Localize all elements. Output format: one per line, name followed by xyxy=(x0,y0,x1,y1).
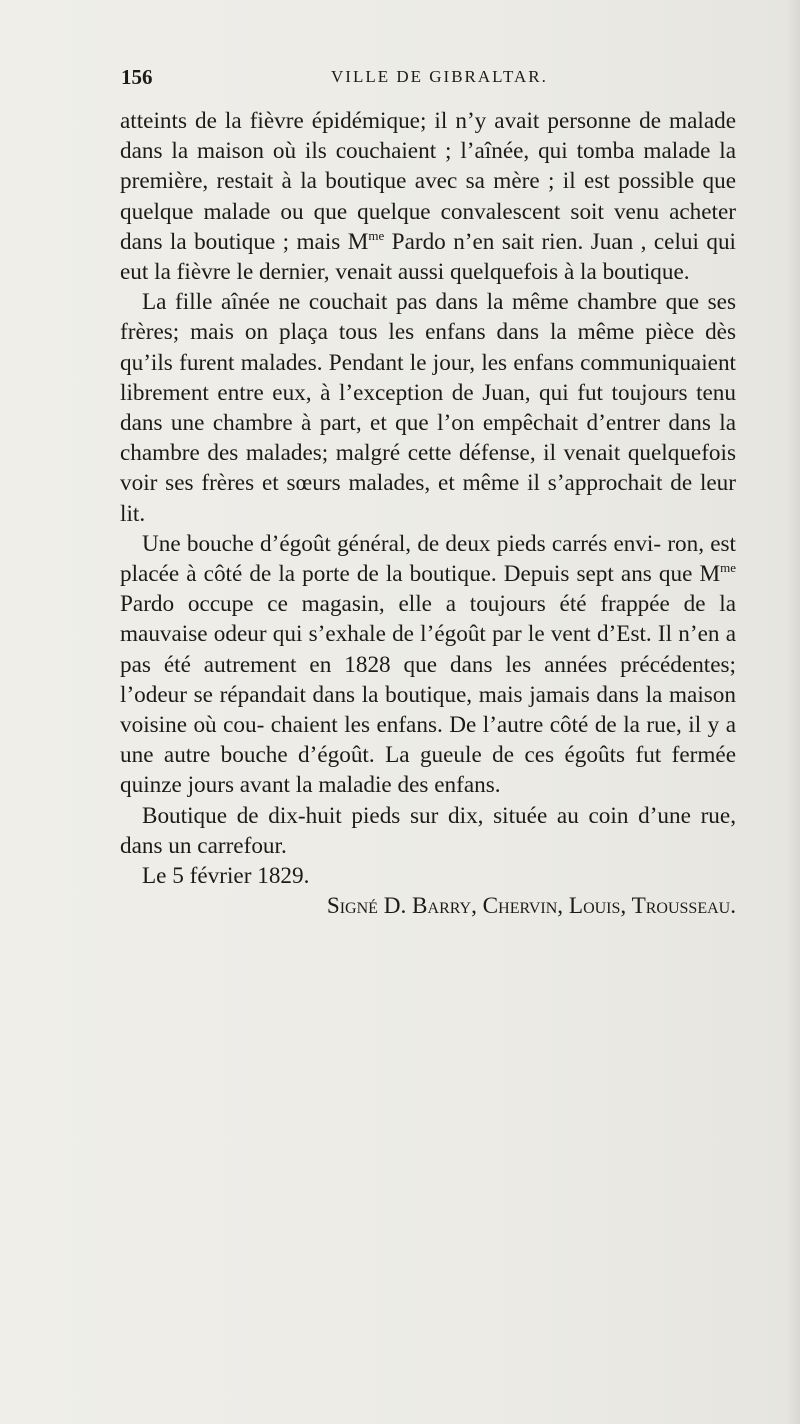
paragraph-4: Boutique de dix-huit pieds sur dix, située au coin d’une rue, dans un carrefour. xyxy=(120,802,736,859)
paragraph-3 xyxy=(120,529,736,801)
superscript-me: me xyxy=(368,227,385,243)
signature-line: Signé D. Barry, Chervin, Louis, Trousseau. xyxy=(326,893,736,920)
paragraph-2: La fille aînée ne couchait pas dans la même chambre que ses frères; mais on plaça tous les enfans dans la même pièce dès qu’ils furent malades. Pendant le jour, les enfans communiquaient librement entre eux, à l’exception de Juan, qui fut toujours tenu dans une chambre à part, et que l’on empêchait d’entrer dans la chambre des malades; malgré cette défense, il venait quelquefois voir ses frères et sœurs malades, et même il s’approchait de leur lit. xyxy=(120,289,736,527)
superscript-me-2: me xyxy=(720,560,736,576)
paragraph-3-text-a: Une bouche d’égoût général, de deux pieds carrés envi- ron, est placée à côté de la porte de la boutique. Depuis sept ans que M xyxy=(120,530,736,588)
page-number: 156 xyxy=(121,65,153,89)
date-line: Le 5 février 1829. xyxy=(142,863,310,890)
paragraph-1 xyxy=(120,106,736,287)
body-text xyxy=(120,106,736,921)
running-title: VILLE DE GIBRALTAR. xyxy=(331,67,548,86)
paragraph-1-text-a: atteints de la fièvre épidémique; il n’y avait personne de malade dans la maison où ils couchaient ; l’aînée, qui tomba malade la première, restait à la boutique avec sa mère ; il est possible que quelque malade ou que quelque convalescent soit venu acheter dans la boutique ; mais M xyxy=(120,108,736,255)
paragraph-3-text-b: Pardo occupe ce magasin, elle a toujours été frappée de la mauvaise odeur qui s’exhale de l’égoût par le vent d’Est. Il n’en a pas été autrement en 1828 que dans les années précédentes; l’odeur se répandait dans la boutique, mais jamais dans la maison voisine où cou- chaient les enfans. De l’autre côté de la rue, il y a une autre bouche d’égoût. La gueule de ces égoûts fut fermée quinze jours avant la maladie des enfans. xyxy=(120,591,736,799)
paragraph-1-text-b: Pardo n’en sait rien. Juan , celui qui eut la fièvre le dernier, venait aussi quelquefois à la boutique. xyxy=(120,228,736,286)
page-header xyxy=(121,62,731,92)
